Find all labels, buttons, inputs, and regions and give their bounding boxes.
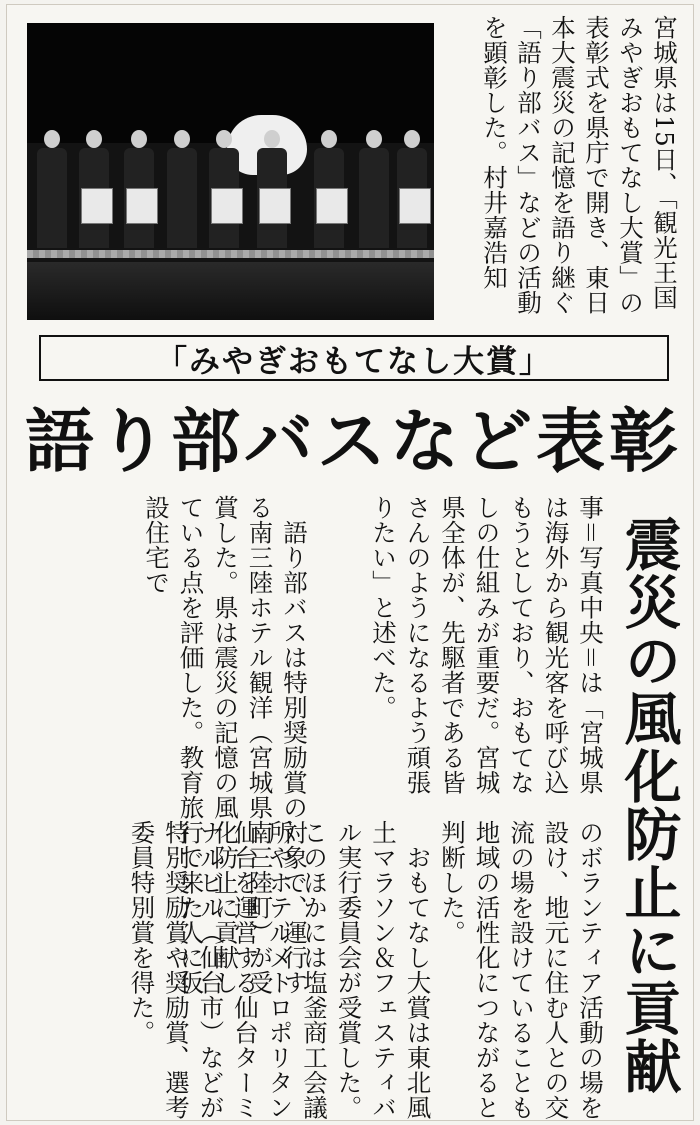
body-paragraph: 語り部バスは特別奨励賞の対象で、運行する南三陸ホテル観洋（宮城県南三陸町）が受賞した。県は震災の記憶の風化防止に貢献している点を評価した。教育旅行で来た人に仮設住宅で (142, 495, 309, 995)
photo-caption: 宮城県は15日、「観光王国みやぎおもてなし大賞」の表彰式を県庁で開き、東日本大震災の記憶を語り継ぐ「語り部バス」などの活動を顕彰した。村井嘉浩知 (480, 15, 679, 315)
photo-person (395, 130, 429, 250)
kicker-label: 「みやぎおもてなし大賞」 (39, 335, 669, 381)
photo-person (77, 130, 111, 250)
stage-floor (27, 262, 434, 320)
photo-person (165, 130, 199, 250)
photo-backdrop (27, 23, 434, 143)
body-paragraph: おもてなし大賞は東北風土マラソン＆フェスティバル実行委員会が受賞した。このほかには塩釜商工会議所やホテルメトロポリタン仙台を運営する仙台ターミナルビル（仙台市）などが特別奨励賞や奨励賞、選考委員特別賞を得た。 (127, 820, 433, 1120)
body-paragraph: のボランティア活動の場を設け、地元に住む人との交流の場を設けていることも地域の活性化につながると判断した。 (438, 820, 605, 1120)
award-ceremony-photo (27, 23, 434, 320)
body-paragraph: 事＝写真中央＝は「宮城県は海外から観光客を呼び込もうとしており、おもてなしの仕組みが重要だ。宮城県全体が、先駆者である皆さんのようになるよう頑張りたい」と述べた。 (369, 495, 605, 795)
article-body-lower (89, 820, 607, 1120)
photo-person (207, 130, 241, 250)
subheadline: 震災の風化防止に貢献 (615, 515, 681, 1095)
headline: 語り部バスなど表彰 (25, 401, 682, 482)
article-body-upper-right (297, 495, 607, 809)
photo-person (255, 130, 289, 250)
photo-person (312, 130, 346, 250)
stage-railing (27, 250, 434, 258)
photo-person (357, 130, 391, 250)
newspaper-clipping (6, 4, 694, 1121)
photo-person (35, 130, 69, 250)
photo-person (122, 130, 156, 250)
